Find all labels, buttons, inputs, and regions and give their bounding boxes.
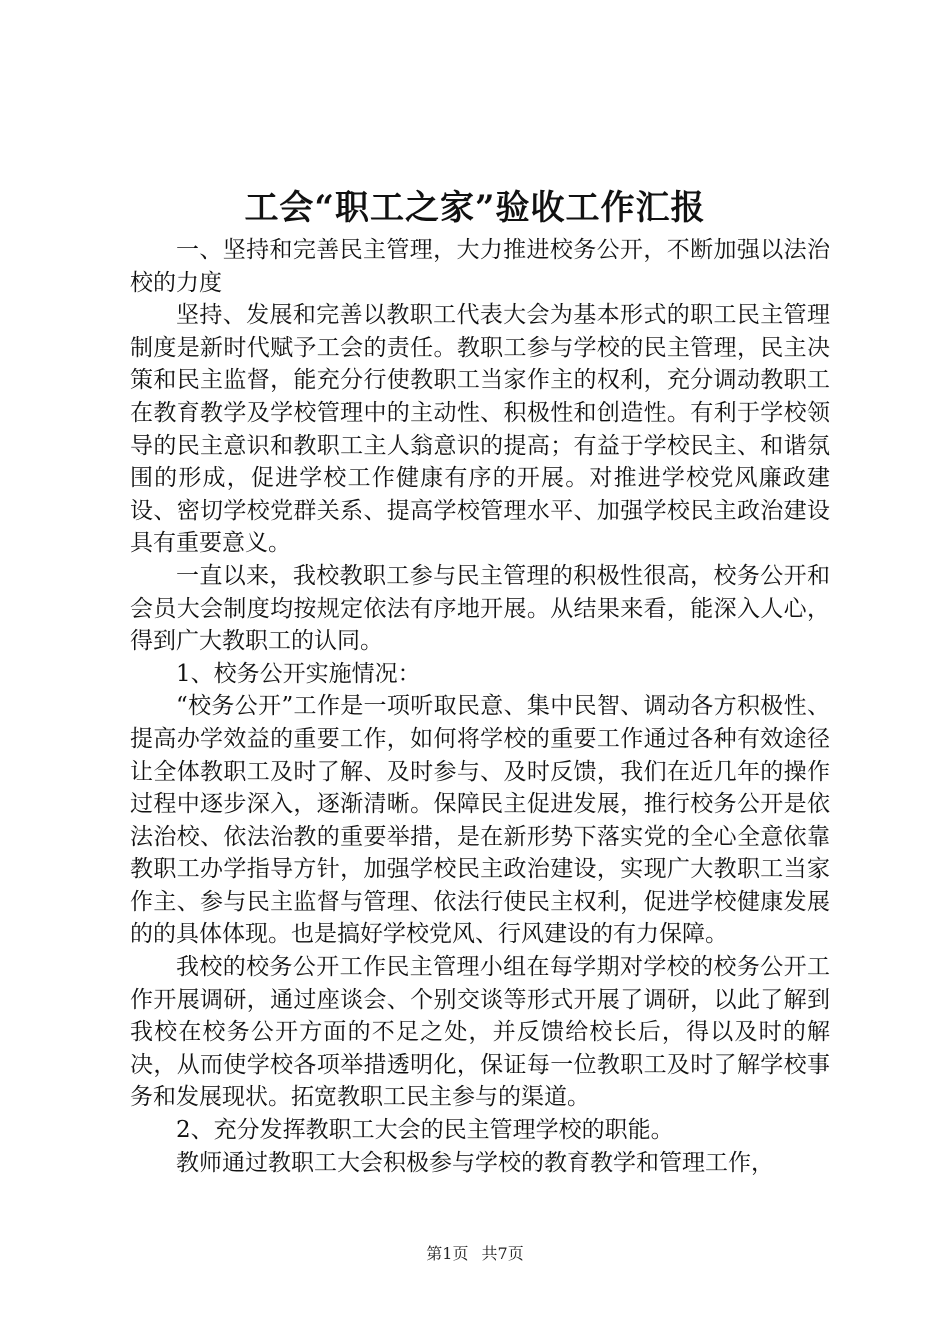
paragraph-4: 1、校务公开实施情况： bbox=[176, 660, 421, 687]
page-total: 共7页 bbox=[481, 1244, 524, 1263]
paragraph-2: 坚持、发展和完善以教职工代表大会为基本形式的职工民主管理制度是新时代赋予工会的责任。教职工参与学校的民主管理，民主决策和民主监督，能充分行使教职工当家作主的权利，充分调动教职工在教育教学及学校管理中的主动性、积极性和创造性。有利于学校领导的民主意识和教职工主人翁意识的提高；有益于学校民主、和谐氛围的形成，促进学校工作健康有序的开展。对推进学校党风廉政建设、密切学校党群关系、提高学校管理水平、加强学校民主政治建设具有重要意义。 bbox=[130, 302, 830, 557]
document-title: 工会“职工之家”验收工作汇报 bbox=[244, 188, 706, 228]
paragraph-1: 一、坚持和完善民主管理，大力推进校务公开，不断加强以法治校的力度 bbox=[130, 237, 830, 296]
page-number: 第1页 bbox=[426, 1244, 469, 1263]
paragraph-5: “校务公开”工作是一项听取民意、集中民智、调动各方积极性、提高办学效益的重要工作，如何将学校的重要工作通过各种有效途径让全体教职工及时了解、及时参与、及时反馈，我们在近几年的操作过程中逐步深入，逐渐清晰。保障民主促进发展，推行校务公开是依法治校、依法治教的重要举措，是在新形势下落实党的全心全意依靠教职工办学指导方针，加强学校民主政治建设，实现广大教职工当家作主、参与民主监督与管理、依法行使民主权利，促进学校健康发展的的具体体现。也是搞好学校党风、行风建设的有力保障。 bbox=[130, 693, 830, 948]
paragraph-7: 2、充分发挥教职工大会的民主管理学校的职能。 bbox=[176, 1117, 674, 1144]
page-footer bbox=[0, 1244, 950, 1264]
paragraph-6: 我校的校务公开工作民主管理小组在每学期对学校的校务公开工作开展调研，通过座谈会、个别交谈等形式开展了调研，以此了解到我校在校务公开方面的不足之处，并反馈给校长后，得以及时的解决，从而使学校各项举措透明化，保证每一位教职工及时了解学校事务和发展现状。拓宽教职工民主参与的渠道。 bbox=[130, 954, 830, 1111]
paragraph-8: 教师通过教职工大会积极参与学校的教育教学和管理工作， bbox=[176, 1149, 774, 1176]
paragraph-3: 一直以来，我校教职工参与民主管理的积极性很高，校务公开和会员大会制度均按规定依法有序地开展。从结果来看，能深入人心，得到广大教职工的认同。 bbox=[130, 562, 830, 655]
document-body bbox=[130, 234, 830, 1179]
